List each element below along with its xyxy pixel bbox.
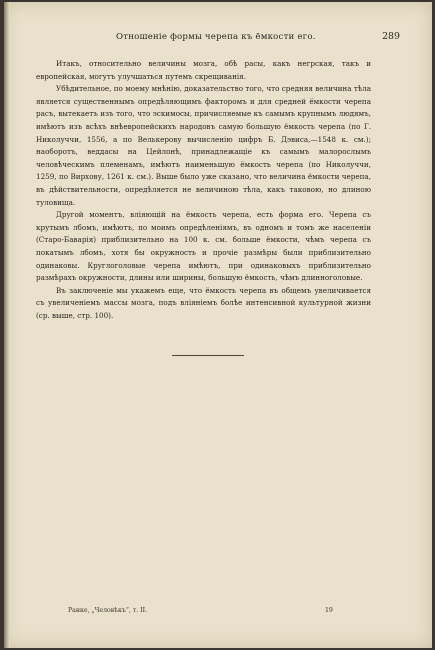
section-end-rule [172, 355, 244, 356]
paragraph: Другой моментъ, вліяющій на ёмкость черепа, есть форма его. Черепа съ крутымъ лбомъ, имѣютъ, по моимъ опредѣленіямъ, въ одномъ и томъ же населеніи (Старо-Баварія) приблизительно на 100 к. см. больше ёмкости, чѣмъ черепа съ покатымъ лбомъ, хотя бы окружность и прочіе размѣры были приблизительно одинаковы. Круглоголовые черепа имѣютъ, при одинаковыхъ приблизительно размѣрахъ окружности, длины или ширины, большую ёмкость, чѣмъ длинноголовые. [36, 210, 371, 283]
signature-mark: Ранке, „Человѣкъ“, т. II. [68, 607, 148, 614]
page-number: 289 [382, 31, 400, 42]
paragraph: Итакъ, относительно величины мозга, обѣ расы, какъ негрская, такъ и европейская, могутъ улучшаться путемъ скрещиванія. [36, 59, 371, 81]
paragraph: Убѣдительное, по моему мнѣнію, доказательство того, что средняя величина тѣла является существеннымъ опредѣляющимъ факторомъ и для средней ёмкости черепа расъ, вытекаетъ изъ того, что эскимосы, причисляемые къ самымъ крупнымъ людямъ, имѣютъ изъ всѣхъ внѣевропейскихъ народовъ самую большую ёмкость черепа (по Г. Николуччи, 1556, а по Велькерову вычисленію цифръ Б. Дэвиса,—1548 к. см.); наоборотъ, веддасы на Цейлонѣ, принадлежащіе къ самымъ малорослымъ человѣческимъ племенамъ, имѣютъ наименьшую ёмкость черепа (по Николуччи, 1259, по Вирхову, 1261 к. см.). Выше было уже сказано, что величина ёмкости черепа, въ дѣйствительности, опредѣляется не величиною тѣла, какъ таковою, но длиною туловища. [36, 84, 371, 207]
body-text [36, 58, 371, 322]
sheet-number: 19 [325, 607, 333, 614]
binding-gutter [4, 2, 10, 648]
running-title: Отношеніе формы черепа къ ёмкости его. [116, 32, 316, 42]
page-header [30, 32, 400, 46]
paragraph: Въ заключеніе мы укажемъ еще, что ёмкость черепа въ общемъ увеличивается съ увеличеніемъ массы мозга, подъ вліяніемъ болѣе интенсивной культурной жизни (ср. выше, стр. 100). [36, 285, 371, 320]
page-footer [30, 607, 400, 619]
